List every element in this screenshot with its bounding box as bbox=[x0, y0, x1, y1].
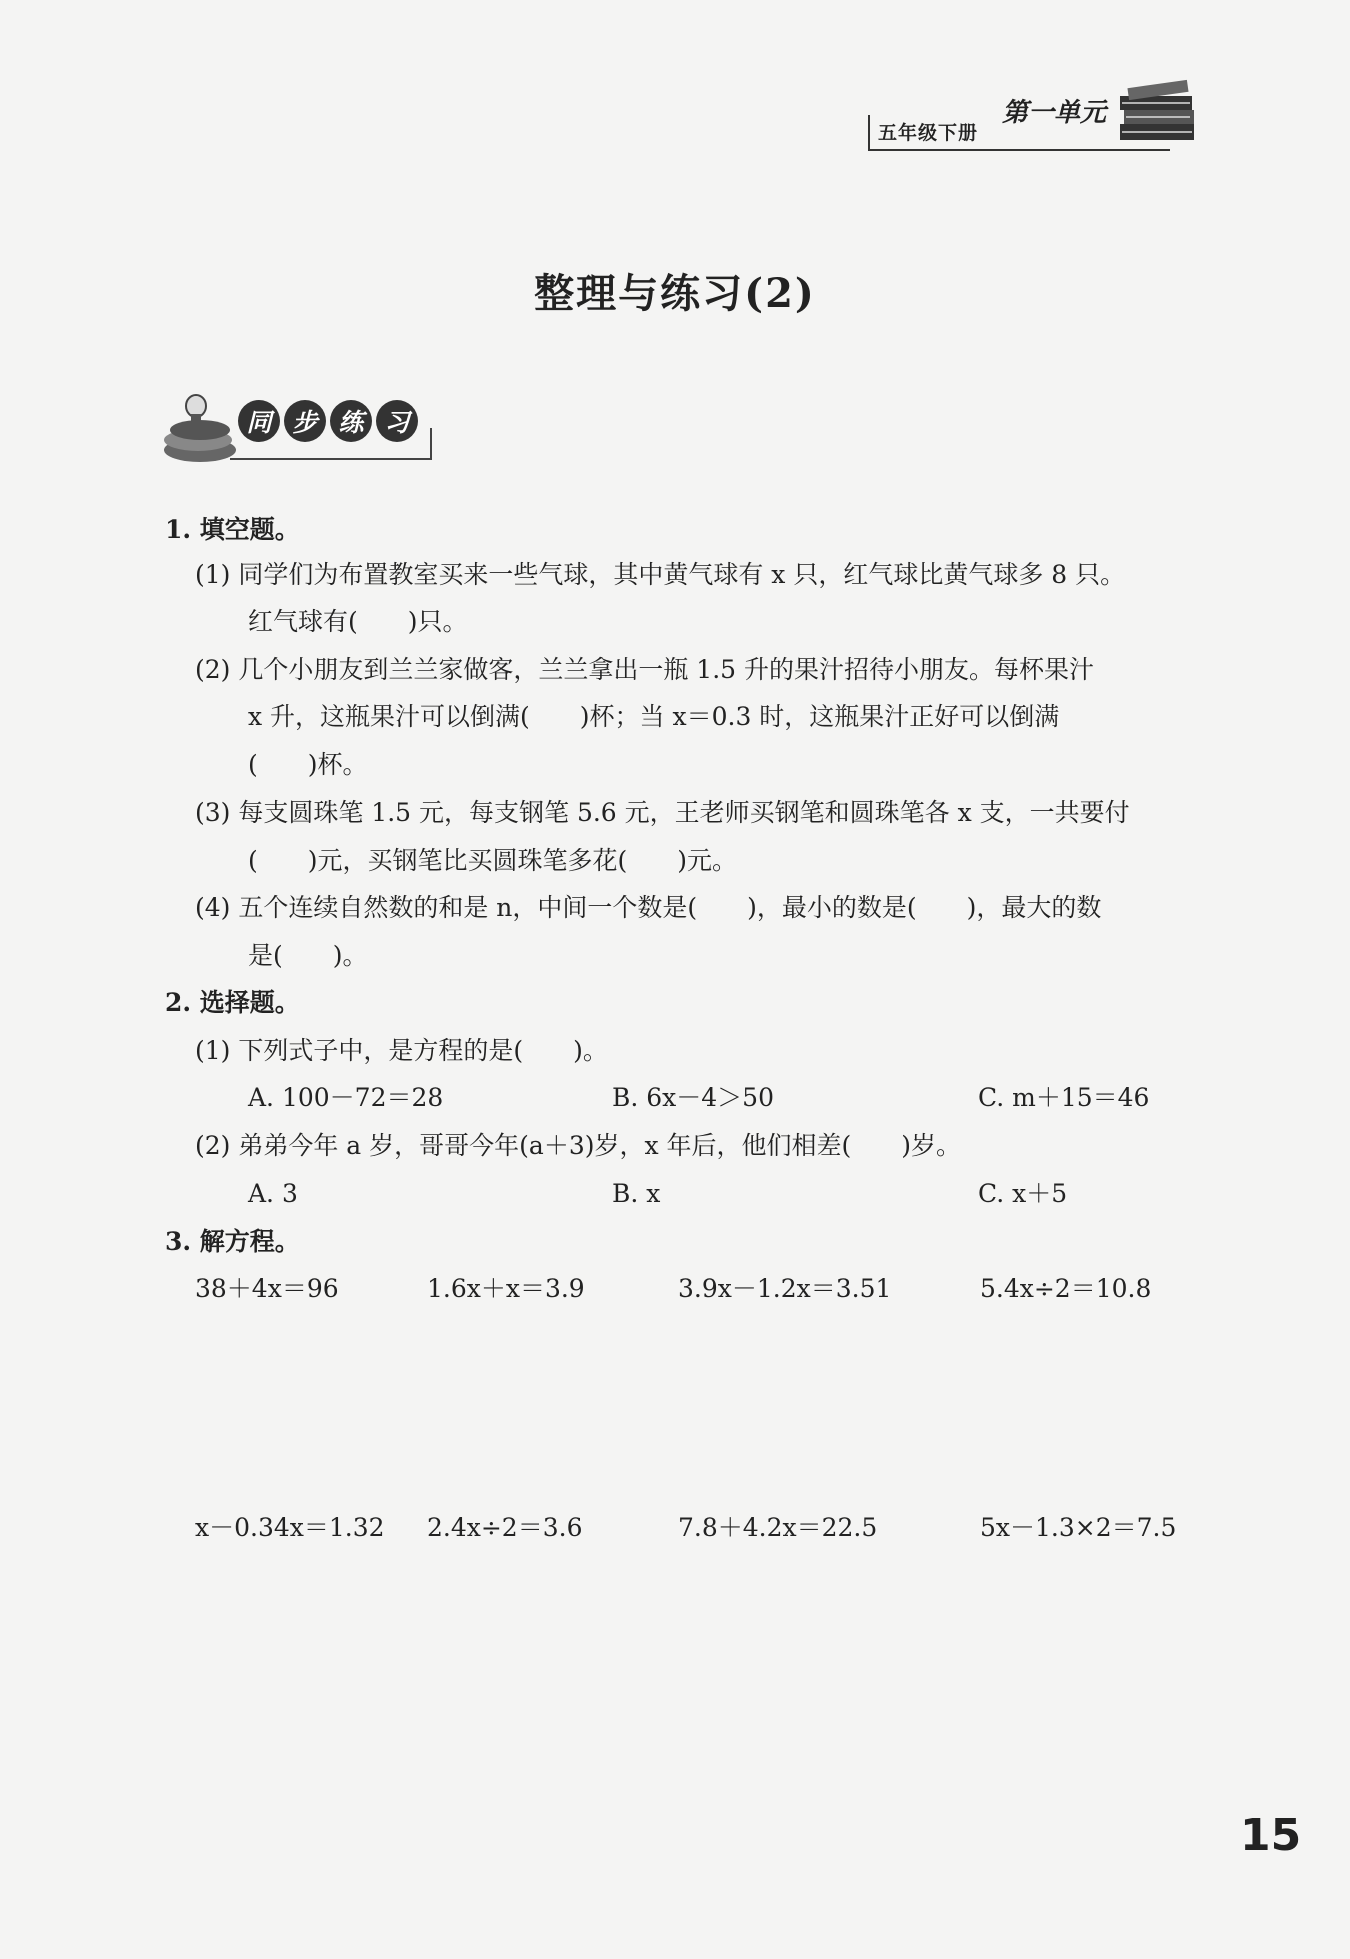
q1-p4-line2: 是( )。 bbox=[248, 941, 368, 970]
books-icon bbox=[1118, 78, 1200, 148]
equation: 1.6x＋x＝3.9 bbox=[427, 1274, 585, 1303]
badge-char: 同 bbox=[238, 400, 280, 442]
page-number: 15 bbox=[1240, 1810, 1302, 1861]
q2-heading: 2. 选择题。 bbox=[165, 988, 300, 1017]
q1-p3-line2: ( )元，买钢笔比买圆珠笔多花( )元。 bbox=[248, 846, 738, 875]
section-badge bbox=[238, 400, 418, 442]
stacked-books-icon bbox=[160, 388, 240, 468]
equation: 38＋4x＝96 bbox=[195, 1274, 339, 1303]
page-title: 整理与练习(2) bbox=[534, 270, 816, 317]
equation: 5.4x÷2＝10.8 bbox=[980, 1274, 1152, 1303]
q1-p2-line2: x 升，这瓶果汁可以倒满( )杯；当 x＝0.3 时，这瓶果汁正好可以倒满 bbox=[248, 702, 1060, 731]
equation: 5x－1.3×2＝7.5 bbox=[980, 1513, 1177, 1542]
q1-p3-line1: (3) 每支圆珠笔 1.5 元，每支钢笔 5.6 元，王老师买钢笔和圆珠笔各 x 支，一共要付 bbox=[195, 798, 1130, 827]
q3-heading: 3. 解方程。 bbox=[165, 1227, 300, 1256]
unit-label: 第一单元 bbox=[1002, 98, 1107, 128]
q2-p2-option-c: C. x＋5 bbox=[978, 1179, 1068, 1208]
badge-char: 练 bbox=[330, 400, 372, 442]
q2-p2-option-a: A. 3 bbox=[248, 1179, 298, 1208]
badge-char: 习 bbox=[376, 400, 418, 442]
q2-p1-option-a: A. 100－72＝28 bbox=[248, 1083, 444, 1112]
q2-p1-option-b: B. 6x－4＞50 bbox=[612, 1083, 774, 1112]
q2-p2-option-b: B. x bbox=[612, 1179, 661, 1208]
q1-heading: 1. 填空题。 bbox=[165, 515, 300, 544]
equation: 2.4x÷2＝3.6 bbox=[427, 1513, 583, 1542]
q2-p1-option-c: C. m＋15＝46 bbox=[978, 1083, 1150, 1112]
badge-char: 步 bbox=[284, 400, 326, 442]
equation: 7.8＋4.2x＝22.5 bbox=[678, 1513, 878, 1542]
q1-p4-line1: (4) 五个连续自然数的和是 n，中间一个数是( )，最小的数是( )，最大的数 bbox=[195, 893, 1102, 922]
q1-p2-line3: ( )杯。 bbox=[248, 750, 368, 779]
equation: 3.9x－1.2x＝3.51 bbox=[678, 1274, 892, 1303]
q1-p2-line1: (2) 几个小朋友到兰兰家做客，兰兰拿出一瓶 1.5 升的果汁招待小朋友。每杯果汁 bbox=[195, 655, 1095, 684]
grade-label: 五年级下册 bbox=[878, 122, 979, 144]
q2-p1: (1) 下列式子中，是方程的是( )。 bbox=[195, 1036, 608, 1065]
equation: x－0.34x＝1.32 bbox=[195, 1513, 385, 1542]
q2-p2: (2) 弟弟今年 a 岁，哥哥今年(a＋3)岁，x 年后，他们相差( )岁。 bbox=[195, 1131, 962, 1160]
q1-p1-line2: 红气球有( )只。 bbox=[248, 607, 468, 636]
q1-p1-line1: (1) 同学们为布置教室买来一些气球，其中黄气球有 x 只，红气球比黄气球多 8 只。 bbox=[195, 560, 1126, 589]
